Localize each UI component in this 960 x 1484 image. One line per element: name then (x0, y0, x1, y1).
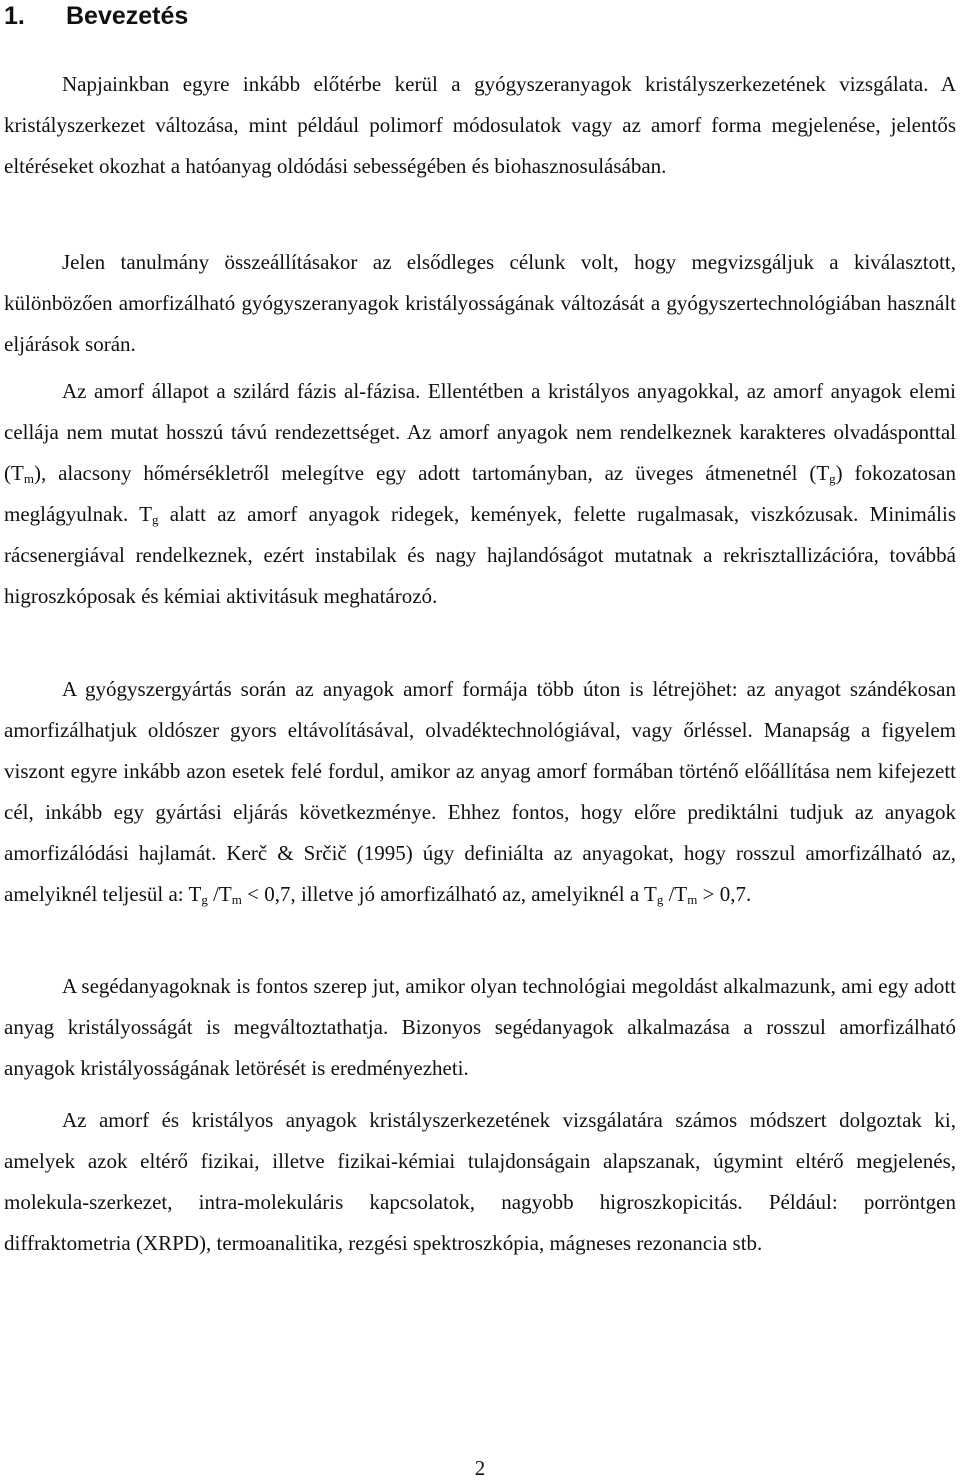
subscript-m: m (687, 892, 698, 907)
page-number: 2 (474, 1456, 486, 1480)
paragraph-manufacturing: A gyógyszergyártás során az anyagok amorf formája több úton is létrejöhet: az anyagot szándékosan amorfizálhatjuk oldószer gyors eltávolításával, olvadéktechnológiával, vagy őrléssel. Manapság a figyelem viszont egyre inkább azon esetek felé fordul, amikor az anyag amorf formában történő előállítása nem kifejezett cél, inkább egy gyártási eljárás következménye. Ehhez fontos, hogy előre prediktálni tudjuk az anyagok amorfizálódási hajlamát. Kerč & Srčič (1995) úgy definiálta az anyagokat, hogy rosszul amorfizálható az, amelyiknél teljesül a: $T_g$ $/T_m < 0,7$, illetve jó amorfizálható az, amelyiknél a $T_g$ $/T_m > 0,7$. (4, 677, 956, 907)
subscript-g: g (201, 892, 208, 907)
section-number: 1. (4, 2, 25, 30)
subscript-m: m (231, 892, 242, 907)
paragraph-excipients: A segédanyagoknak is fontos szerep jut, amikor olyan technológiai megoldást alkalmazunk, ami egy adott anyag kristályosságát is megváltoztathatja. Bizonyos segédanyagok alkalmazása a rosszul amorfizálható anyagok kristályosságának letörését is eredményezheti. (4, 974, 956, 1080)
subscript-g: g (151, 512, 159, 527)
section-heading (4, 0, 188, 32)
subscript-g: g (829, 471, 836, 486)
paragraph-methods: Az amorf és kristályos anyagok kristályszerkezetének vizsgálatára számos módszert dolgoztak ki, amelyek azok eltérő fizikai, illetve fizikai-kémiai tulajdonságain alapszanak, úgymint eltérő megjelenés, molekula-szerkezet, intra-molekuláris kapcsolatok, nagyobb higroszkopicitás. Például: porröntgen diffraktometria (XRPD), termoanalitika, rezgési spektroszkópia, mágneses rezonancia stb. (4, 1108, 956, 1255)
subscript-g: g (656, 892, 664, 907)
paragraph-aim: Jelen tanulmány összeállításakor az elsődleges célunk volt, hogy megvizsgáljuk a kiválasztott, különbözően amorfizálható gyógyszeranyagok kristályosságának változását a gyógyszertechnológiában használt eljárások során. (4, 250, 956, 356)
paragraph-amorphous-state: Az amorf állapot a szilárd fázis al-fázisa. Ellentétben a kristályos anyagokkal, az amorf anyagok elemi cellája nem mutat hosszú távú rendezettséget. Az amorf anyagok nem rendelkeznek karakteres olvadásponttal $(T_m)$, alacsony hőmérsékletről melegítve egy adott tartományban, az üveges átmenetnél $(T_g)$ fokozatosan meglágyulnak. $T_g$ alatt az amorf anyagok ridegek, kemények, felette rugalmasak, viszkózusak. Minimális rácsenergiával rendelkeznek, ezért instabilak és nagy hajlandóságot mutatnak a rekrisztallizációra, továbbá higroszkóposak és kémiai aktivitásuk meghatározó. (4, 379, 956, 608)
paragraph-intro: Napjainkban egyre inkább előtérbe kerül a gyógyszeranyagok kristályszerkezetének vizsgálata. A kristályszerkezet változása, mint például polimorf módosulatok vagy az amorf forma megjelenése, jelentős eltéréseket okozhat a hatóanyag oldódási sebességében és biohasznosulásában. (4, 72, 956, 178)
section-title: Bevezetés (66, 2, 189, 30)
subscript-m: m (23, 471, 34, 486)
